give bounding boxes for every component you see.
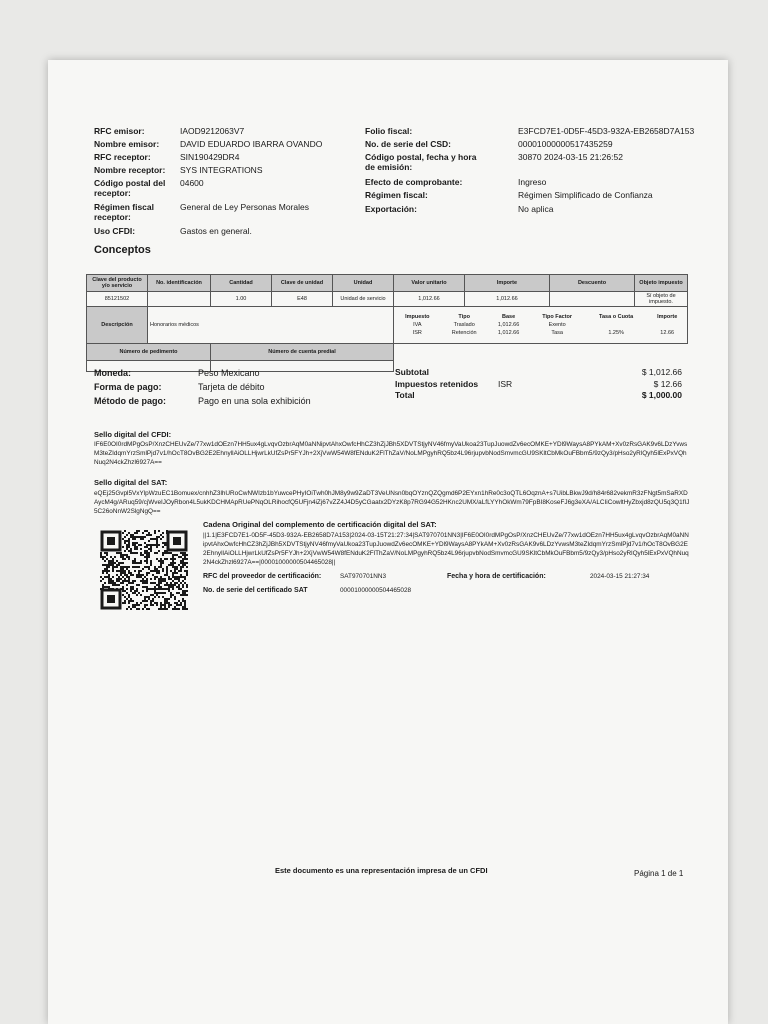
th-valor-unitario: Valor unitario [394, 275, 465, 292]
cp-fecha-value: 30870 2024-03-15 21:26:52 [518, 152, 623, 162]
tax-h-tipo: Tipo [458, 314, 470, 320]
tax-cell: 1.25% [608, 330, 624, 336]
rfc-cert-value: SAT970701NN3 [340, 573, 387, 580]
rfc-cert-label: RFC del proveedor de certificación: [203, 573, 322, 580]
nombre-emisor-value: DAVID EDUARDO IBARRA OVANDO [180, 139, 323, 149]
retenidos-label: Impuestos retenidos [395, 379, 479, 389]
forma-pago-value: Tarjeta de débito [198, 382, 265, 392]
tax-cell [585, 321, 647, 329]
tax-h-impuesto: Impuesto [405, 314, 430, 320]
table-row [394, 329, 687, 337]
table-row [87, 292, 688, 307]
exportacion-value: No aplica [518, 204, 554, 214]
rfc-emisor-value: IAOD9212063V7 [180, 126, 245, 136]
efecto-label: Efecto de comprobante: [365, 177, 463, 187]
sello-cfdi-label: Sello digital del CFDI: [94, 430, 172, 439]
regimen-fiscal-value: Régimen Simplificado de Confianza [518, 190, 653, 200]
metodo-pago-label: Método de pago: [94, 396, 166, 406]
rfc-emisor-label: RFC emisor: [94, 126, 145, 136]
nombre-receptor-value: SYS INTEGRATIONS [180, 165, 263, 175]
folio-fiscal-value: E3FCD7E1-0D5F-45D3-932A-EB2658D7A153 [518, 126, 695, 136]
th-pedimento: Número de pedimento [87, 344, 211, 361]
nombre-receptor-label: Nombre receptor: [94, 165, 166, 175]
qr-code-icon [100, 530, 188, 610]
tax-subtable [394, 313, 687, 337]
uso-cfdi-value: Gastos en general. [180, 226, 252, 236]
subtotal-label: Subtotal [395, 367, 429, 377]
sello-sat-label: Sello digital del SAT: [94, 478, 168, 487]
cell-cantidad: 1.00 [211, 292, 272, 307]
th-objeto-impuesto: Objeto impuesto [635, 275, 688, 292]
cell-clave: 85121502 [87, 292, 148, 307]
tax-cell: Exento [548, 322, 566, 328]
fecha-cert-value: 2024-03-15 21:27:34 [590, 573, 650, 580]
retenidos-type: ISR [498, 379, 513, 389]
conceptos-table [86, 274, 688, 372]
table-header-row [87, 275, 688, 292]
moneda-value: Peso Mexicano [198, 368, 260, 378]
fecha-cert-label: Fecha y hora de certificación: [447, 573, 546, 580]
th-importe: Importe [465, 275, 550, 292]
cp-receptor-value: 04600 [180, 178, 204, 188]
th-descuento: Descuento [550, 275, 635, 292]
tax-h-tipo-factor: Tipo Factor [542, 314, 573, 320]
page-number: Página 1 de 1 [634, 869, 684, 878]
tax-cell: Tasa [551, 330, 563, 336]
tax-cell [647, 321, 687, 329]
tax-h-tasa: Tasa o Cuota [599, 314, 634, 320]
tax-h-base: Base [502, 314, 516, 320]
tax-cell: ISR [412, 330, 422, 336]
serie-csd-value: 00001000000517435259 [518, 139, 613, 149]
th-descripcion: Descripción [87, 307, 148, 344]
retenidos-value: $ 12.66 [653, 379, 682, 389]
th-cantidad: Cantidad [211, 275, 272, 292]
folio-fiscal-label: Folio fiscal: [365, 126, 413, 136]
exportacion-label: Exportación: [365, 204, 417, 214]
sello-cfdi-value: IF6E0OI0rdMPgOsP/XnzCHEUvZe/77xw1dOEzn7HH5ux4gLvqvOzbrAqM0aNNipvtAhxOwfcHhCZ3hZjJBh5XDVTStjyNV46fmyVaUkoa23TupJuowdZv6ecOMKE+YDl9WaysA8PYkAM+Xv0zRsGAK9v6LDzYvwsM3teZIdqmYrzSmlPjd7v1/hOcT8OvBG2E2EhnyllAiOLLHjwrLkUfZsPr5FYJh+2XjVwW54W8fENduK2FlThZaV/NoLMPgyhRQ5bz4L96rjupvbNodSmvmcGU9SKltCbMkOuFBbm5/9zQy3/pHso2yRlQyh5lExPxVQhNuq2N4ckZhzl6927A== [94, 441, 688, 466]
serie-sat-value: 00001000000504465028 [340, 587, 412, 594]
th-unidad: Unidad [333, 275, 394, 292]
subtotal-value: $ 1,012.66 [641, 367, 682, 377]
th-clave-unidad: Clave de unidad [272, 275, 333, 292]
table-row [394, 321, 687, 329]
cell-descuento [550, 292, 635, 307]
total-label: Total [395, 390, 415, 400]
pedimento-header-row [87, 344, 688, 361]
tax-cell: Traslado [453, 322, 475, 328]
metodo-pago-value: Pago en una sola exhibición [198, 396, 311, 406]
tax-cell: Retención [451, 330, 477, 336]
cp-receptor-label: Código postal del receptor: [94, 178, 166, 198]
tax-h-importe: Importe [657, 314, 678, 320]
conceptos-title: Conceptos [94, 244, 151, 256]
tax-cell: 12.66 [660, 330, 675, 336]
footer-note: Este documento es una representación impresa de un CFDI [275, 866, 488, 875]
serie-csd-label: No. de serie del CSD: [365, 139, 451, 149]
cell-clave-unidad: E48 [272, 292, 333, 307]
total-value: $ 1,000.00 [641, 390, 682, 400]
regimen-fiscal-label: Régimen fiscal: [365, 190, 428, 200]
rfc-receptor-label: RFC receptor: [94, 152, 151, 162]
th-cuenta-predial: Número de cuenta predial [211, 344, 394, 361]
tax-cell: IVA [413, 322, 422, 328]
th-clave-producto: Clave del producto y/o servicio [87, 275, 148, 292]
rfc-receptor-value: SIN190429DR4 [180, 152, 240, 162]
cell-descripcion: Honorarios médicos [148, 307, 394, 344]
pedimento-row [87, 361, 688, 372]
cadena-value: ||1.1|E3FCD7E1-0D5F-45D3-932A-EB2658D7A153|2024-03-15T21:27:34|SAT970701NN3|IF6E0OI0rdMPgOsP/XnzCHEUvZe/77xw1dOEzn7HH5ux4gLvqvOzbrAqM0aNNipvtAhxOwfcHhCZ3hZjJBh5XDVTStjyNV46fmyVaUkoa23TupJuowdZv6ecOMKE+YDl9WaysA8PYkAM+Xv0zRsGAK9v6LDzYvwsM3teZIdqmYrzSmlPjd7v1/hOcT8OvBG2E2EhnyllAiOLLHjwrLkUfZsPr5FYJh+2XjVwW54W8fENduK2FlThZaV/NoLMPgyhRQ5bz4L96rjupvbNodSmvmcGU9SKltCbMkOuFBbm5/9zQy3/pHso2yRlQyh5lExPxVQhNuq2N4ckZhzl6927A==|00001000000504465028|| [203, 532, 689, 566]
cell-valor-unitario: 1,012.66 [394, 292, 465, 307]
tax-cell: 1,012.66 [497, 330, 520, 336]
forma-pago-label: Forma de pago: [94, 382, 162, 392]
cell-objeto: Sí objeto de impuesto. [635, 292, 688, 307]
uso-cfdi-label: Uso CFDI: [94, 226, 136, 236]
efecto-value: Ingreso [518, 177, 547, 187]
tax-cell: 1,012.66 [497, 322, 520, 328]
nombre-emisor-label: Nombre emisor: [94, 139, 160, 149]
serie-sat-label: No. de serie del certificado SAT [203, 587, 308, 594]
cell-unidad: Unidad de servicio [333, 292, 394, 307]
cell-importe: 1,012.66 [465, 292, 550, 307]
moneda-label: Moneda: [94, 368, 131, 378]
description-row [87, 307, 688, 344]
sello-sat-value: eQEj25Gvpl5VxYlpWzuEC1Bomuex/cnhhZ3lhURoCwNWIzb1bYuwcePHyIOiTwh0hJM8y9w9ZaDT3VeUNsn0bqOYznQZQgmd6P2EYxn1hRe0c3oQTL6OqznA+s7UibLBkwJ9d/h84r682vekmR3zFNgt5mSaRXDAycM4g/ARuq59/cjWveIJOyRbon4L5ukKDCHMApRUePNqOLRihocfQ5UFjn4iZj67vZZ4J4D5yCGaatx2DYzK8p7RG94G52HKnc2UMX/aLfLYYhOkWm79FpBI8KoseFJ6g3eXA/ALCIiCowltHyZbxjd8zQU5q3Q1fIJ5C26oNnW2SlgNgQ== [94, 490, 690, 515]
cadena-label: Cadena Original del complemento de certificación digital del SAT: [203, 520, 437, 529]
regimen-receptor-value: General de Ley Personas Morales [180, 202, 309, 212]
cp-fecha-label: Código postal, fecha y hora de emisión: [365, 152, 477, 172]
cell-noid [148, 292, 211, 307]
th-no-identificacion: No. identificación [148, 275, 211, 292]
regimen-receptor-label: Régimen fiscal receptor: [94, 202, 154, 222]
